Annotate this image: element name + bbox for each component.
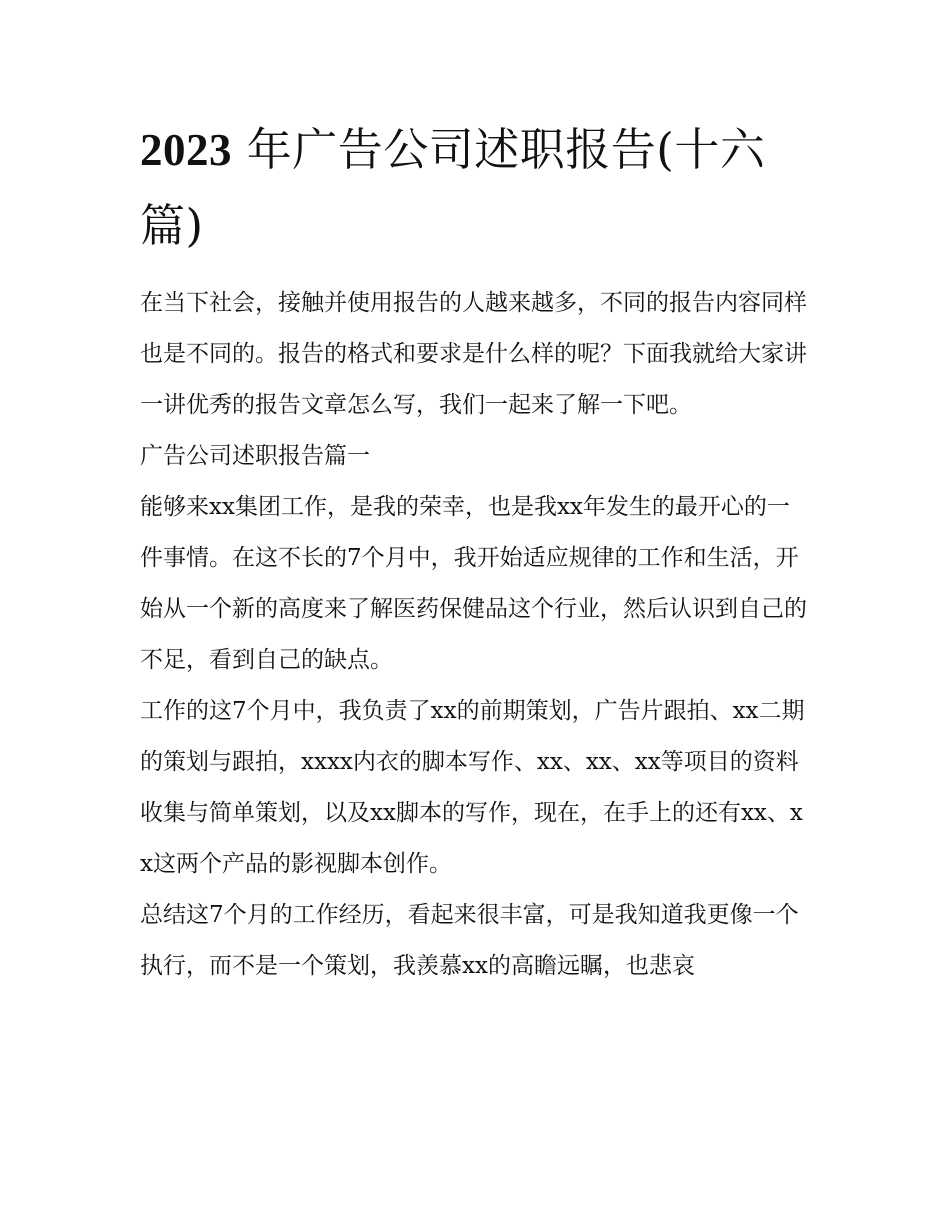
title-text: 年广告公司述职报告(十六篇) bbox=[140, 123, 766, 252]
document-title bbox=[140, 112, 812, 264]
body-paragraph-1: 能够来xx集团工作，是我的荣幸，也是我xx年发生的最开心的一件事情。在这不长的7个月中，我开始适应规律的工作和生活，开始从一个新的高度来了解医药保健品这个行业，然后认识到自己的不足，看到自己的缺点。 bbox=[140, 494, 807, 673]
body-paragraph-2: 工作的这7个月中，我负责了xx的前期策划，广告片跟拍、xx二期的策划与跟拍，xxxx内衣的脚本写作、xx、xx、xx等项目的资料收集与简单策划，以及xx脚本的写作，现在，在手上的还有xx、xx这两个产品的影视脚本创作。 bbox=[140, 698, 805, 877]
title-year: 2023 bbox=[140, 125, 232, 175]
section-heading: 广告公司述职报告篇一 bbox=[140, 443, 370, 469]
body-paragraph-3: 总结这7个月的工作经历，看起来很丰富，可是我知道我更像一个执行，而不是一个策划，我羡慕xx的高瞻远瞩，也悲哀 bbox=[140, 902, 799, 979]
document-page bbox=[140, 112, 812, 992]
intro-paragraph: 在当下社会，接触并使用报告的人越来越多，不同的报告内容同样也是不同的。报告的格式和要求是什么样的呢？下面我就给大家讲一讲优秀的报告文章怎么写，我们一起来了解一下吧。 bbox=[140, 290, 807, 418]
document-body bbox=[140, 278, 812, 992]
